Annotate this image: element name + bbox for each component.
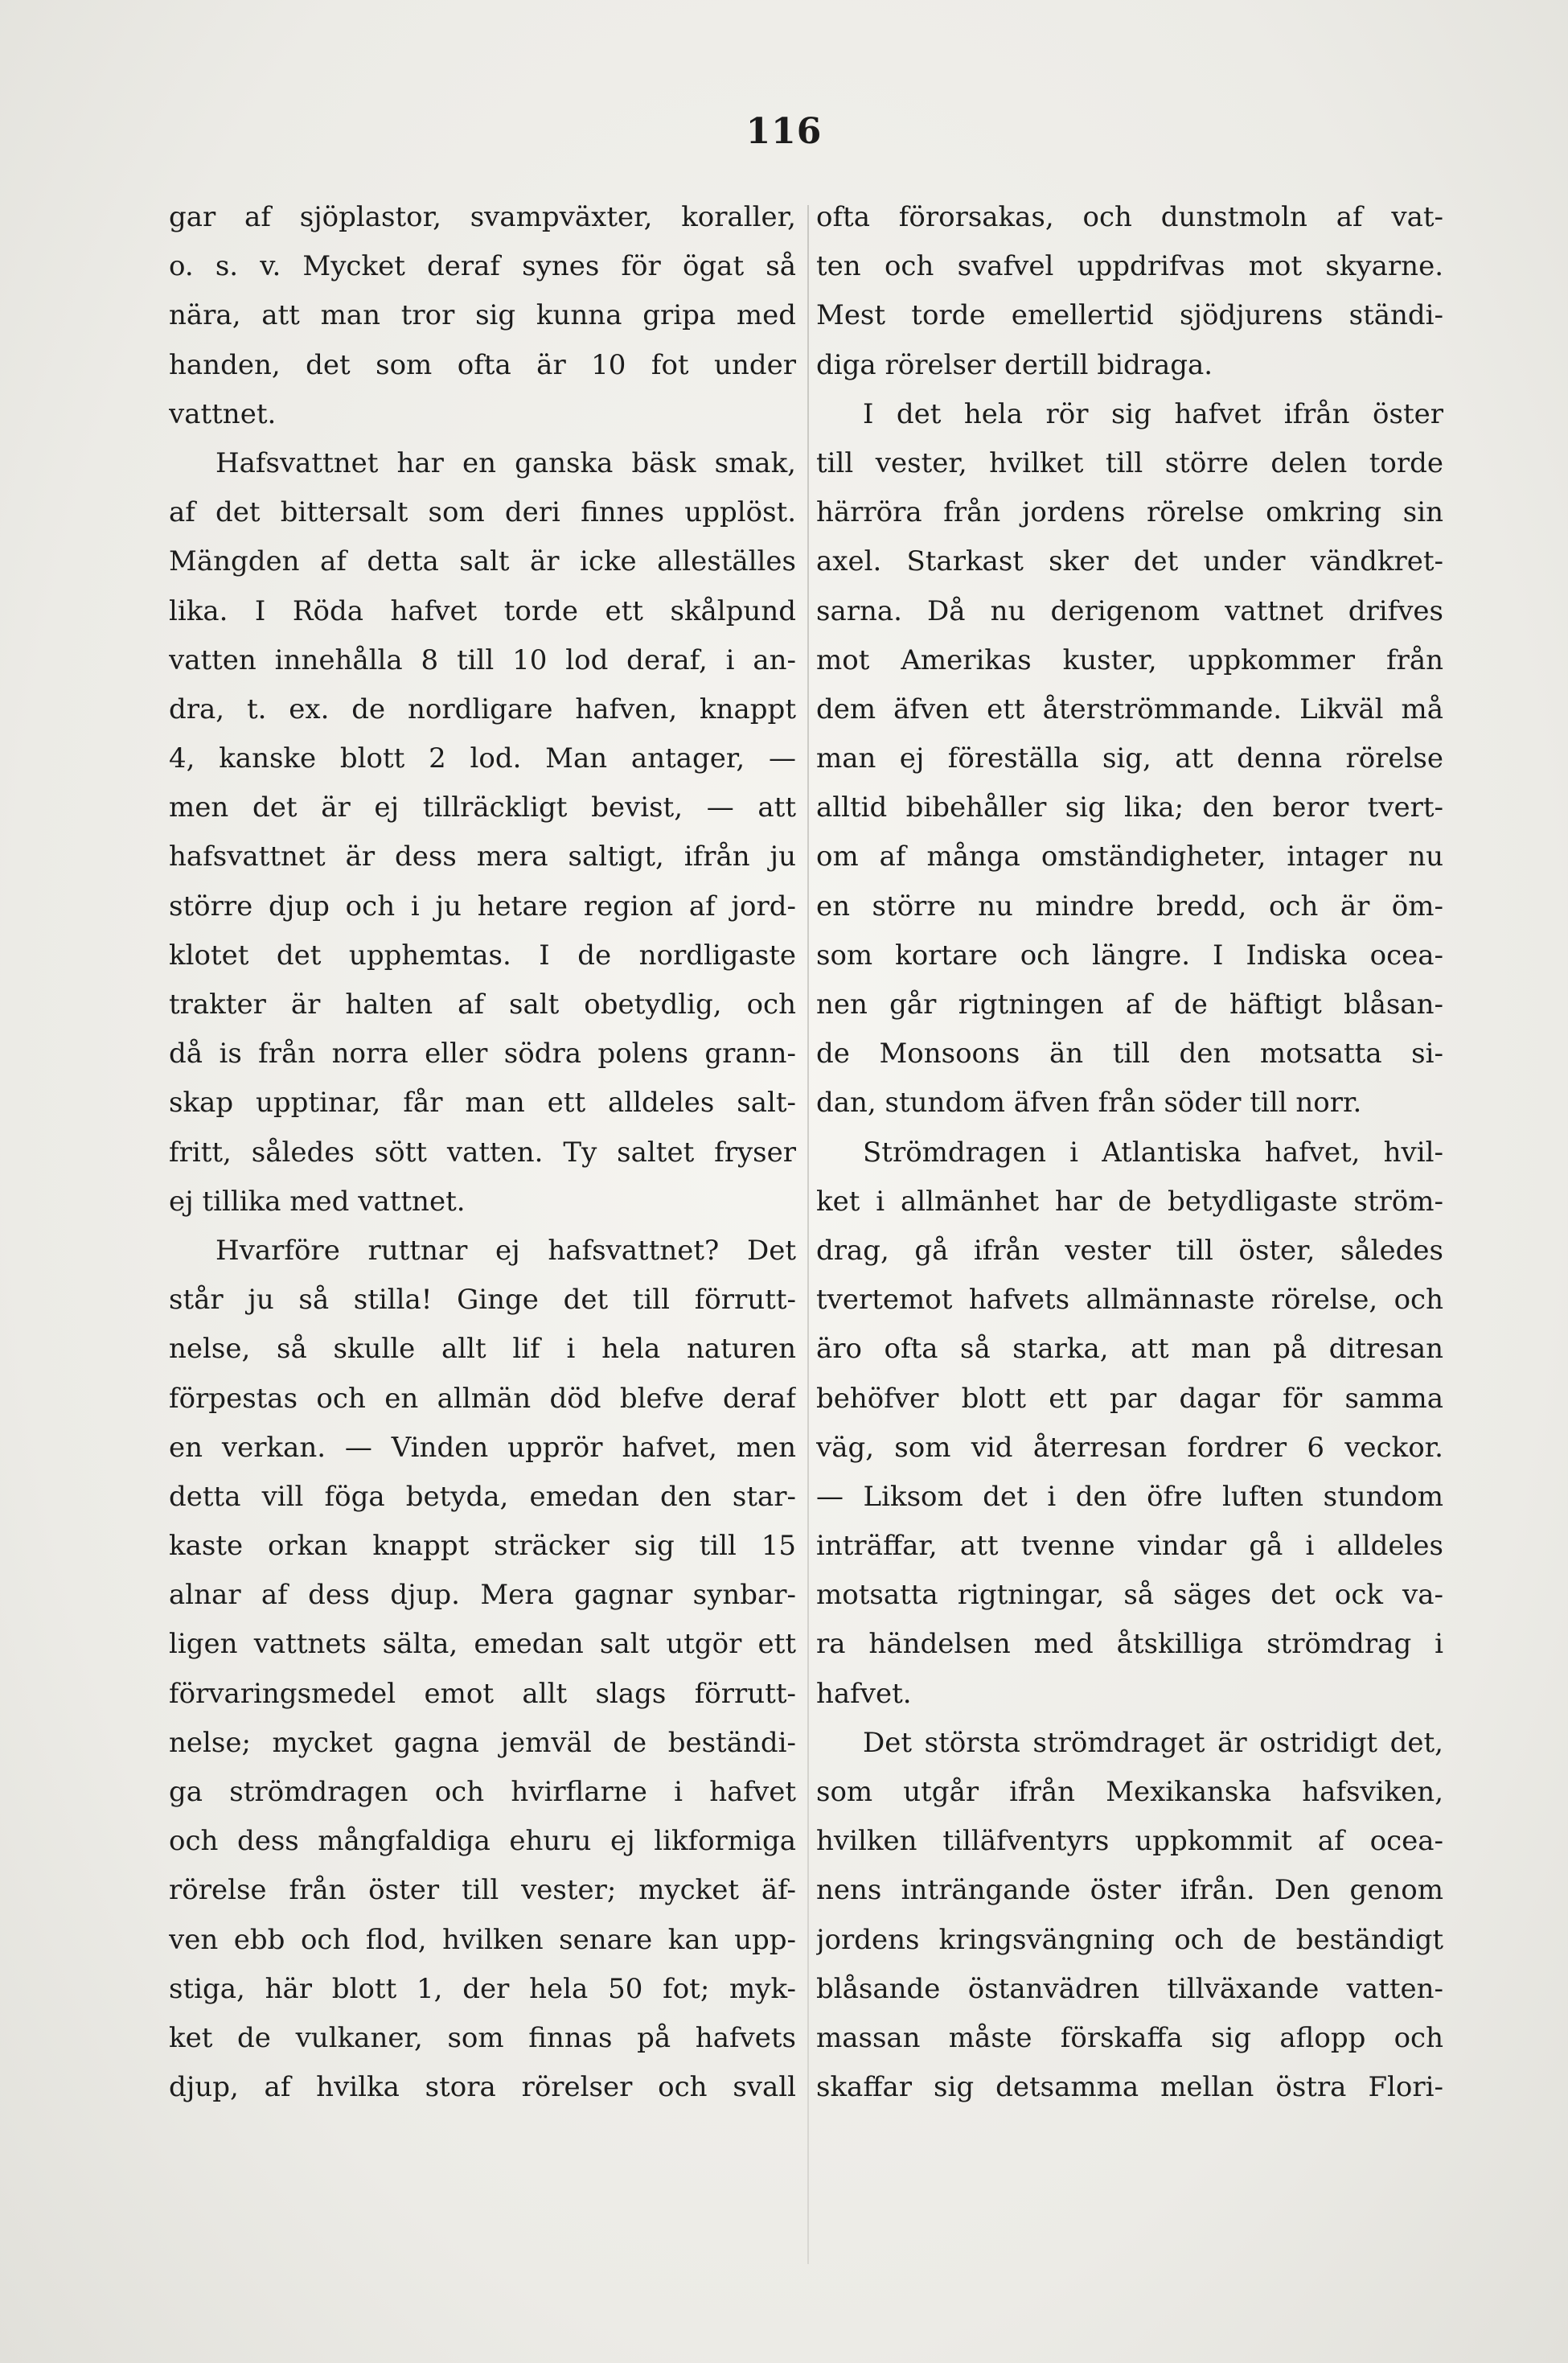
text-line: Det största strömdraget är ostridigt det, [863, 1726, 1443, 1759]
text-line: nen går rigtningen af de häftigt blåsan- [816, 988, 1443, 1021]
text-line: Hafsvattnet har en ganska bäsk smak, [215, 446, 796, 479]
text-line: gar af sjöplastor, svampväxter, koraller, [169, 201, 796, 233]
text-line: — Liksom det i den öfre luften stundom [816, 1480, 1443, 1513]
text-line: nelse, så skulle allt lif i hela naturen [169, 1333, 796, 1366]
text-line: tvertemot hafvets allmännaste rörelse, och [816, 1284, 1443, 1317]
text-line: skaffar sig detsamma mellan östra Flori- [816, 2071, 1443, 2104]
text-line: ket i allmänhet har de betydligaste ström- [816, 1185, 1443, 1218]
text-line: handen, det som ofta är 10 fot under [169, 348, 796, 381]
text-line: motsatta rigtningar, så säges det ock va- [816, 1579, 1443, 1612]
text-line: väg, som vid återresan fordrer 6 veckor. [816, 1431, 1443, 1464]
text-line: dra, t. ex. de nordligare hafven, knappt [169, 692, 796, 725]
text-line: Hvarföre ruttnar ej hafsvattnet? Det [215, 1234, 796, 1267]
column-divider [807, 205, 809, 2264]
text-line: vatten innehålla 8 till 10 lod deraf, i an- [169, 643, 796, 676]
text-column-left [169, 193, 796, 2112]
text-line: Mest torde emellertid sjödjurens ständi- [816, 299, 1443, 332]
text-line: drag, gå ifrån vester till öster, således [816, 1234, 1443, 1267]
text-line: härröra från jordens rörelse omkring sin [816, 496, 1443, 529]
text-line: I det hela rör sig hafvet ifrån öster [863, 397, 1443, 430]
text-line: skap upptinar, får man ett alldeles salt- [169, 1087, 796, 1120]
text-line: alltid bibehåller sig lika; den beror tvert- [816, 791, 1443, 824]
text-line: inträffar, att tvenne vindar gå i alldeles [816, 1530, 1443, 1563]
text-line: diga rörelser dertill bidraga. [816, 348, 1213, 381]
text-line: större djup och i ju hetare region af jord- [169, 890, 796, 923]
text-line: nens inträngande öster ifrån. Den genom [816, 1874, 1443, 1907]
text-line: ofta förorsakas, och dunstmoln af vat- [816, 201, 1443, 233]
text-line: Mängden af detta salt är icke alleställes [169, 545, 796, 578]
text-line: och dess mångfaldiga ehuru ej likformiga [169, 1825, 796, 1858]
text-line: hafvet. [816, 1677, 912, 1710]
text-line: rörelse från öster till vester; mycket äf- [169, 1874, 796, 1907]
text-line: ven ebb och flod, hvilken senare kan upp- [169, 1923, 796, 1956]
text-line: men det är ej tillräckligt bevist, — att [169, 791, 796, 824]
text-line: som utgår ifrån Mexikanska hafsviken, [816, 1776, 1443, 1808]
text-line: dem äfven ett återströmmande. Likväl må [816, 692, 1443, 725]
text-line: en verkan. — Vinden upprör hafvet, men [169, 1431, 796, 1464]
text-line: äro ofta så starka, att man på ditresan [816, 1333, 1443, 1366]
text-line: man ej föreställa sig, att denna rörelse [816, 742, 1443, 775]
text-line: lika. I Röda hafvet torde ett skålpund [169, 594, 796, 627]
text-line: som kortare och längre. I Indiska ocea- [816, 939, 1443, 972]
text-line: Strömdragen i Atlantiska hafvet, hvil- [863, 1136, 1443, 1169]
text-line: står ju så stilla! Ginge det till förrutt- [169, 1284, 796, 1317]
text-line: då is från norra eller södra polens grann- [169, 1038, 796, 1071]
text-line: jordens kringsvängning och de beständigt [816, 1923, 1443, 1956]
text-line: detta vill föga betyda, emedan den star- [169, 1480, 796, 1513]
text-line: 4, kanske blott 2 lod. Man antager, — [169, 742, 796, 775]
text-line: nära, att man tror sig kunna gripa med [169, 299, 796, 332]
text-line: blåsande östanvädren tillväxande vatten- [816, 1972, 1443, 2005]
text-line: djup, af hvilka stora rörelser och svall [169, 2071, 796, 2104]
text-line: fritt, således sött vatten. Ty saltet fryser [169, 1136, 796, 1169]
text-line: ga strömdragen och hvirflarne i hafvet [169, 1776, 796, 1808]
text-line: stiga, här blott 1, der hela 50 fot; myk- [169, 1972, 796, 2005]
text-line: ten och svafvel uppdrifvas mot skyarne. [816, 250, 1443, 283]
text-line: dan, stundom äfven från söder till norr. [816, 1087, 1362, 1120]
text-line: vattnet. [169, 397, 277, 430]
text-line: trakter är halten af salt obetydlig, och [169, 988, 796, 1021]
text-line: mot Amerikas kuster, uppkommer från [816, 643, 1443, 676]
text-line: de Monsoons än till den motsatta si- [816, 1038, 1443, 1071]
text-line: axel. Starkast sker det under vändkret- [816, 545, 1443, 578]
text-line: till vester, hvilket till större delen torde [816, 446, 1443, 479]
text-line: behöfver blott ett par dagar för samma [816, 1382, 1443, 1415]
text-line: alnar af dess djup. Mera gagnar synbar- [169, 1579, 796, 1612]
text-line: kaste orkan knappt sträcker sig till 15 [169, 1530, 796, 1563]
text-line: o. s. v. Mycket deraf synes för ögat så [169, 250, 796, 283]
text-line: ket de vulkaner, som finnas på hafvets [169, 2021, 796, 2054]
text-line: sarna. Då nu derigenom vattnet drifves [816, 594, 1443, 627]
text-line: ra händelsen med åtskilliga strömdrag i [816, 1628, 1443, 1661]
text-line: ej tillika med vattnet. [169, 1185, 466, 1218]
text-line: nelse; mycket gagna jemväl de beständi- [169, 1726, 796, 1759]
text-line: klotet det upphemtas. I de nordligaste [169, 939, 796, 972]
text-line: hvilken tilläfventyrs uppkommit af ocea- [816, 1825, 1443, 1858]
text-line: ligen vattnets sälta, emedan salt utgör ett [169, 1628, 796, 1661]
page-number: 116 [745, 111, 823, 152]
text-line: förpestas och en allmän död blefve deraf [169, 1382, 796, 1415]
text-line: förvaringsmedel emot allt slags förrutt- [169, 1677, 796, 1710]
text-line: massan måste förskaffa sig aflopp och [816, 2021, 1443, 2054]
text-line: en större nu mindre bredd, och är öm- [816, 890, 1443, 923]
text-line: om af många omständigheter, intager nu [816, 840, 1443, 873]
text-line: hafsvattnet är dess mera saltigt, ifrån ju [169, 840, 796, 873]
text-line: af det bittersalt som deri finnes upplöst. [169, 496, 796, 529]
text-column-right [816, 193, 1443, 2112]
